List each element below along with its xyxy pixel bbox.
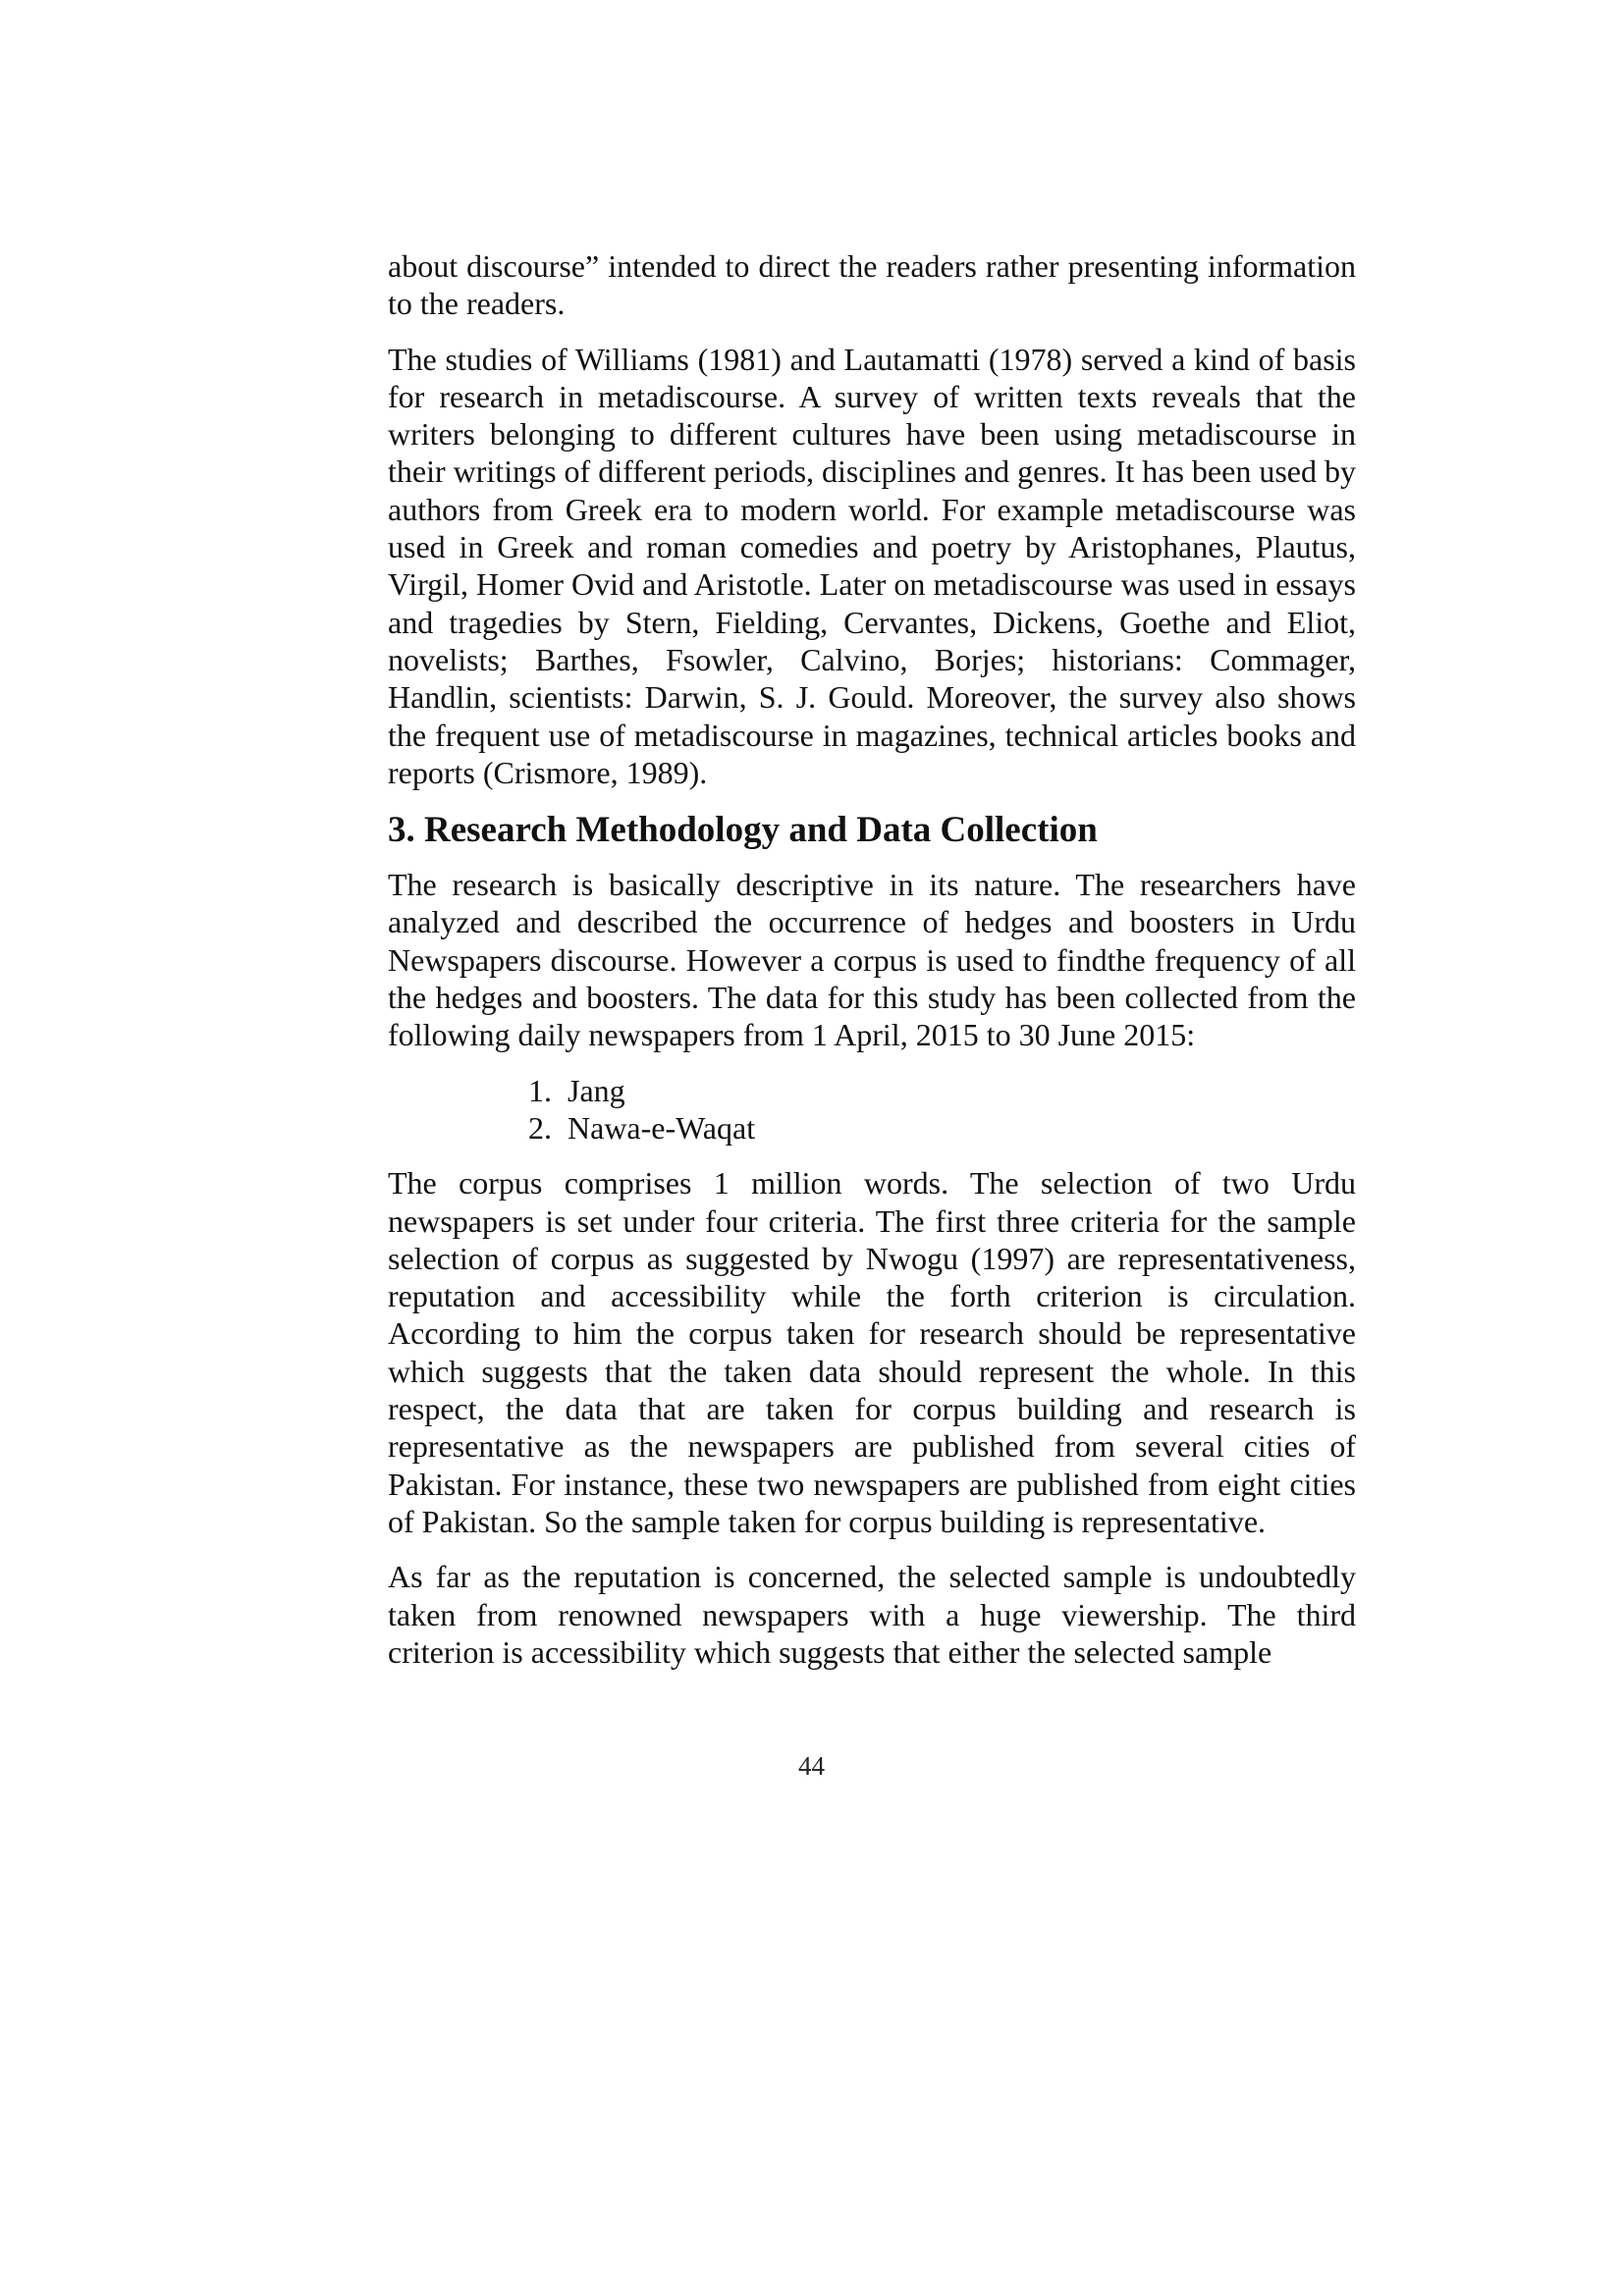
newspaper-list <box>388 1072 1356 1148</box>
list-text: Nawa-e-Waqat <box>568 1109 756 1146</box>
page-number: 44 <box>798 1751 825 1781</box>
list-text: Jang <box>568 1072 625 1108</box>
section-heading: 3. Research Methodology and Data Collection <box>388 810 1098 851</box>
list-item <box>528 1072 1356 1109</box>
list-number: 1. <box>528 1072 552 1108</box>
paragraph-metadiscourse-history: The studies of Williams (1981) and Lautamatti (1978) served a kind of basis for research in metadiscourse. A survey of written texts reveals that the writers belonging to different cultures have been using metadiscourse in their writings of different periods, disciplines and genres. It has been used by authors from Greek era to modern world. For example metadiscourse was used in Greek and roman comedies and poetry by Aristophanes, Plautus, Virgil, Homer Ovid and Aristotle. Later on metadiscourse was used in essays and tragedies by Stern, Fielding, Cervantes, Dickens, Goethe and Eliot, novelists; Barthes, Fsowler, Calvino, Borjes; historians: Commager, Handlin, scientists: Darwin, S. J. Gould. Moreover, the survey also shows the frequent use of metadiscourse in magazines, technical articles books and reports (Crismore, 1989). <box>388 341 1356 790</box>
list-item <box>528 1109 1356 1147</box>
body-text <box>388 247 1356 1688</box>
paragraph-reputation: As far as the reputation is concerned, the selected sample is undoubtedly taken from renowned newspapers with a huge viewership. The third criterion is accessibility which suggests that either the selected sample <box>388 1559 1356 1670</box>
paragraph-corpus-criteria: The corpus comprises 1 million words. The selection of two Urdu newspapers is set under four criteria. The first three criteria for the sample selection of corpus as suggested by Nwogu (1997) are representativeness, reputation and accessibility while the forth criterion is circulation. According to him the corpus taken for research should be representative which suggests that the taken data should represent the whole. In this respect, the data that are taken for corpus building and research is representative as the newspapers are published from several cities of Pakistan. For instance, these two newspapers are published from eight cities of Pakistan. So the sample taken for corpus building is representative. <box>388 1165 1356 1539</box>
list-number: 2. <box>528 1109 552 1146</box>
paragraph-methodology: The research is basically descriptive in its nature. The researchers have analyzed and described the occurrence of hedges and boosters in Urdu Newspapers discourse. However a corpus is used to findthe frequency of all the hedges and boosters. The data for this study has been collected from the following daily newspapers from 1 April, 2015 to 30 June 2015: <box>388 867 1356 1053</box>
paragraph-intro-continuation: about discourse” intended to direct the readers rather presenting information to the readers. <box>388 248 1356 322</box>
